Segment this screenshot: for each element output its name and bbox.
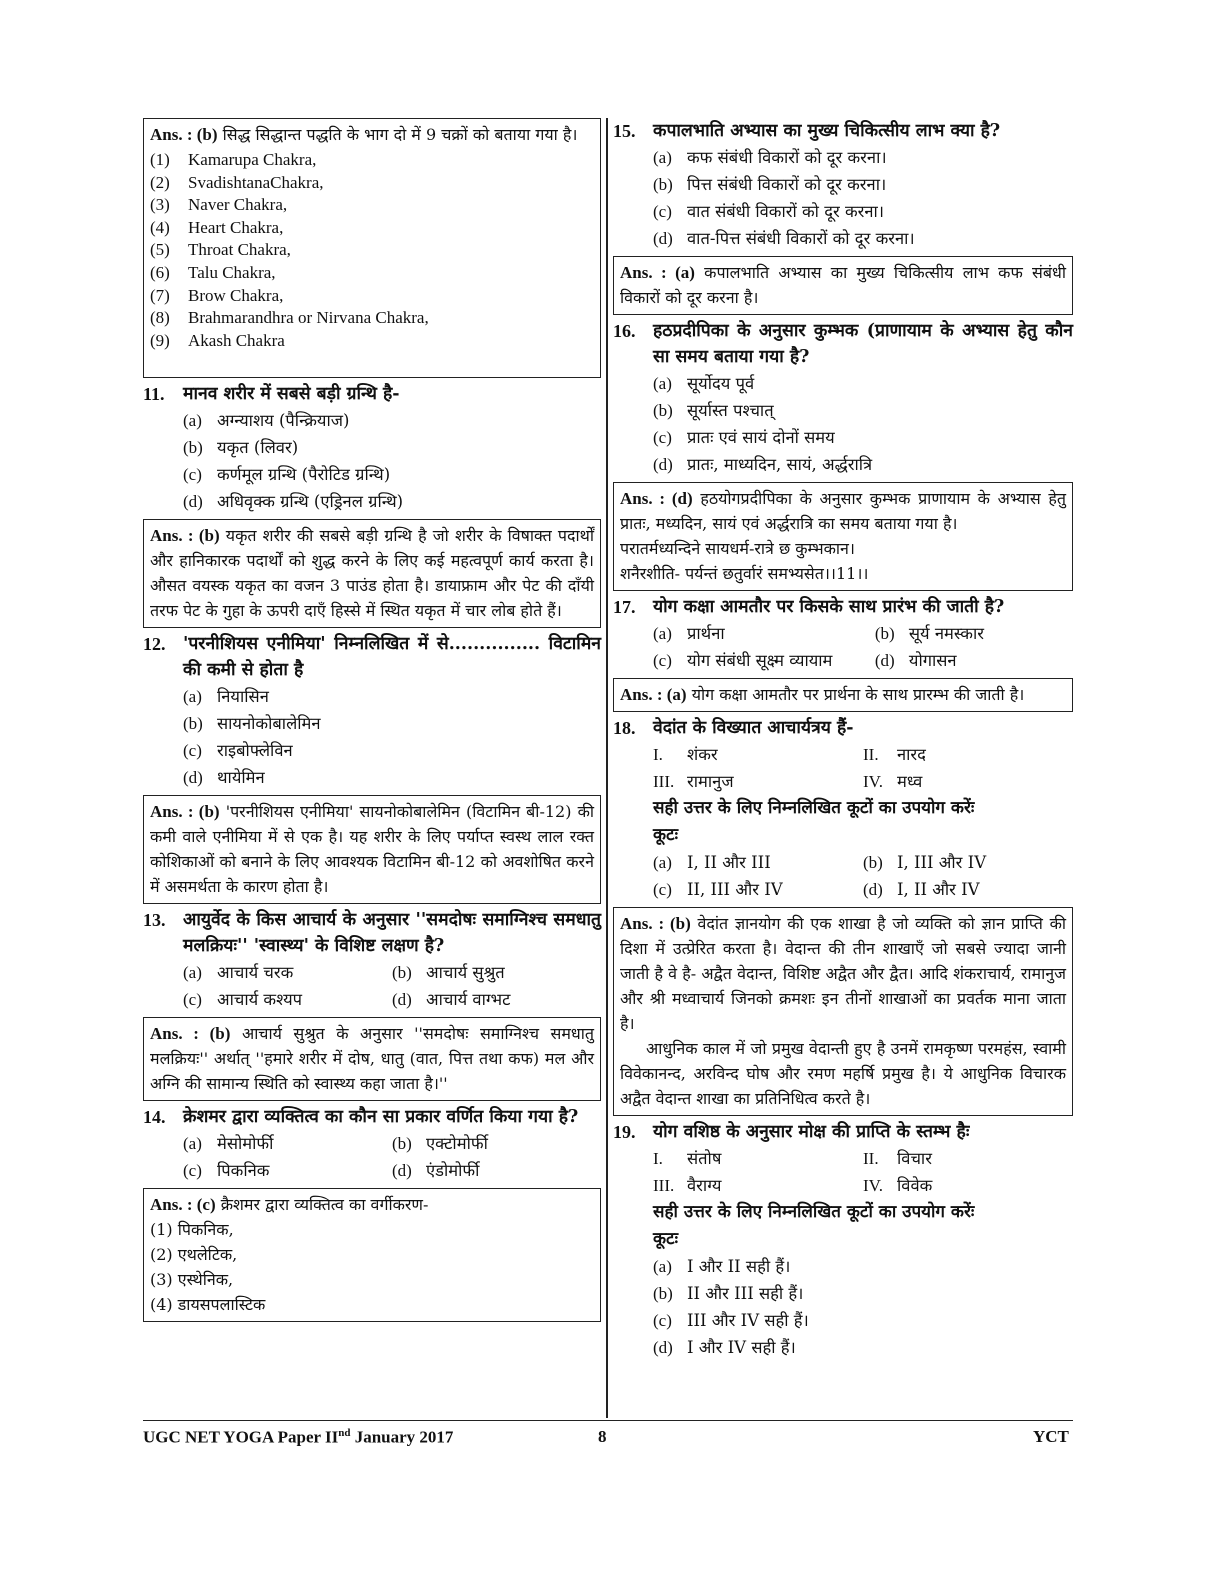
answer-box-q18: Ans. : (b) वेदांत ज्ञानयोग की एक शाखा है जो व्यक्ति को ज्ञान प्राप्ति की दिशा में उत्प्रेरित करता है। वेदान्त की तीन शाखाएँ जो सबसे ज्यादा जानी जाती है वे है- अद्वैत वेदान्त, विशिष्ट अद्वैत और द्वैत। आदि शंकराचार्य, रामानुज और श्री मध्वाचार्य जिनको क्रमशः इन तीनों शाखाओं का प्रवर्तक माना जाता है। आधुनिक काल में जो प्रमुख वेदान्ती हुए है उनमें रामकृष्ण परमहंस, स्वामी विवेकानन्द, अरविन्द घोष और रमण महर्षि प्रमुख है। ये आधुनिक विचारक अद्वैत वेदान्त शाखा का प्रतिनिधित्व करते है। (613, 907, 1073, 1116)
footer-title: UGC NET YOGA Paper IInd January 2017 (143, 1427, 454, 1447)
list-item: (2) SvadishtanaChakra, (150, 172, 324, 192)
list-item: II. विचार (863, 1149, 932, 1168)
code-label: कूटः (653, 825, 679, 845)
page-number: 8 (598, 1427, 607, 1446)
options-q13 (183, 959, 601, 1013)
option: (a) अग्न्याशय (पैन्क्रियाज) (183, 411, 350, 430)
option: (d) प्रातः, माध्यदिन, सायं, अर्द्धरात्रि (653, 455, 873, 474)
question-15: 15. कपालभाति अभ्यास का मुख्य चिकित्सीय लाभ क्या है? (613, 121, 1001, 141)
option: (c) कर्णमूल ग्रन्थि (पैरोटिड ग्रन्थि) (183, 465, 391, 484)
list-item: (1) Kamarupa Chakra, (150, 150, 317, 169)
option: (b) आचार्य सुश्रुत (392, 963, 505, 982)
question-12: 12. 'परनीशियस एनीमिया' निम्नलिखित में से............... विटामिन की कमी से होता है (143, 634, 601, 680)
options-q11 (183, 407, 601, 515)
option: (c) II, III और IV (653, 880, 783, 899)
footer-rule (143, 1420, 1073, 1421)
question-11: 11. मानव शरीर में सबसे बड़ी ग्रन्थि है- (143, 384, 400, 404)
instruction-text: सही उत्तर के लिए निम्नलिखित कूटों का उपयोग करेंः (653, 1202, 975, 1222)
answer-box-q17: Ans. : (a) योग कक्षा आमतौर पर प्रार्थना के साथ प्रारम्भ की जाती है। (613, 678, 1073, 712)
items-q18 (653, 741, 1073, 795)
option: (b) यकृत (लिवर) (183, 438, 299, 457)
list-item: (7) Brow Chakra, (150, 285, 284, 305)
list-item: (4) Heart Chakra, (150, 217, 284, 237)
list-item: (8) Brahmarandhra or Nirvana Chakra, (150, 308, 429, 328)
option: (b) सूर्य नमस्कार (874, 624, 984, 643)
page (143, 118, 1073, 1518)
code-label: कूटः (653, 1229, 679, 1249)
option: (d) अधिवृक्क ग्रन्थि (एड्रिनल ग्रन्थि) (183, 492, 404, 511)
option: (d) एंडोमोर्फी (392, 1161, 480, 1180)
list-item: IV. विवेक (863, 1176, 933, 1195)
option: (c) योग संबंधी सूक्ष्म व्यायाम (653, 651, 833, 670)
verse-line: शनैरशीति- पर्यन्तं छतुर्वारं समभ्यसेत।।11।। (620, 564, 869, 583)
answer-box-q12: Ans. : (b) 'परनीशियस एनीमिया' सायनोकोबालेमिन (विटामिन बी-12) की कमी वाले एनीमिया में से एक है। यह शरीर के लिए पर्याप्त स्वस्थ लाल रक्त कोशिकाओं को बनाने के लिए आवश्यक विटामिन बी-12 को अवशोषित करने में असमर्थता के कारण होता है। (143, 795, 601, 904)
verse-line: परातर्मध्यन्दिने सायधर्म-रात्रे छ कुम्भकान। (620, 539, 855, 558)
column-divider (606, 118, 608, 1418)
answer-box-q16: Ans. : (d) हठयोगप्रदीपिका के अनुसार कुम्भक प्राणायाम के अभ्यास हेतु प्रातः, मध्यदिन, सायं एवं अर्द्धरात्रि का समय बताया गया है। परातर्मध्यन्दिने सायधर्म-रात्रे छ कुम्भकान। शनैरशीति- पर्यन्तं छतुर्वारं समभ्यसेत।।11।। (613, 482, 1073, 591)
option: (b) एक्टोमोर्फी (392, 1134, 488, 1153)
list-item: (3) एस्थेनिक, (150, 1270, 234, 1289)
list-item: IV. मध्व (863, 772, 923, 791)
option: (c) III और IV सही हैं। (653, 1311, 809, 1330)
list-item: (5) Throat Chakra, (150, 240, 291, 260)
option: (c) पिकनिक (183, 1161, 270, 1180)
option: (c) राइबोफ्लेविन (183, 741, 293, 760)
answer-box-q13: Ans. : (b) आचार्य सुश्रुत के अनुसार ''समदोषः समाग्निश्च समधातु मलक्रियः'' अर्थात् ''हमारे शरीर में दोष, धातु (वात, पित्त तथा कफ) मल और अग्नि की सामान्य स्थिति को स्वास्थ्य कहा जाता है।'' (143, 1017, 601, 1101)
option: (d) आचार्य वाग्भट (392, 990, 511, 1009)
right-column (613, 118, 1073, 1361)
option: (b) पित्त संबंधी विकारों को दूर करना। (653, 175, 887, 194)
options-q12 (183, 683, 601, 791)
option: (b) सायनोकोबालेमिन (183, 714, 321, 733)
answer-paragraph: आधुनिक काल में जो प्रमुख वेदान्ती हुए है उनमें रामकृष्ण परमहंस, स्वामी विवेकानन्द, अरविन्द घोष और रमण महर्षि प्रमुख है। ये आधुनिक विचारक अद्वैत वेदान्त शाखा का प्रतिनिधित्व करते है। (620, 1039, 1066, 1108)
option: (a) आचार्य चरक (183, 963, 294, 982)
list-item: III. रामानुज (653, 772, 734, 791)
options-q15 (653, 144, 1073, 252)
answer-label: Ans. : (b) (150, 125, 218, 144)
option: (d) थायेमिन (183, 768, 265, 787)
options-q19 (653, 1253, 1073, 1361)
options-q14 (183, 1130, 601, 1184)
answer-box-q14: Ans. : (c) क्रैशमर द्वारा व्यक्तित्व का वर्गीकरण- (1) पिकनिक, (2) एथलेटिक, (3) एस्थेनिक, (4) डायसपलास्टिक (143, 1188, 601, 1322)
option: (b) सूर्यास्त पश्चात् (653, 401, 774, 420)
option: (a) सूर्योदय पूर्व (653, 374, 755, 393)
left-column (143, 118, 601, 1322)
option: (b) I, III और IV (863, 853, 987, 872)
list-item: (4) डायसपलास्टिक (150, 1295, 266, 1314)
option: (a) कफ संबंधी विकारों को दूर करना। (653, 148, 887, 167)
option: (c) आचार्य कश्यप (183, 990, 303, 1009)
option: (d) योगासन (874, 651, 957, 670)
option: (a) I और II सही हैं। (653, 1257, 791, 1276)
list-item: (2) एथलेटिक, (150, 1245, 238, 1264)
question-17: 17. योग कक्षा आमतौर पर किसके साथ प्रारंभ की जाती है? (613, 597, 1005, 617)
option: (d) I और IV सही हैं। (653, 1338, 796, 1357)
option: (d) I, II और IV (863, 880, 980, 899)
list-item: (1) पिकनिक, (150, 1220, 234, 1239)
option: (c) वात संबंधी विकारों को दूर करना। (653, 202, 885, 221)
question-18: 18. वेदांत के विख्यात आचार्यत्रय हैं- (613, 718, 854, 738)
option: (d) वात-पित्त संबंधी विकारों को दूर करना। (653, 229, 915, 248)
list-item: (6) Talu Chakra, (150, 262, 276, 282)
option: (a) I, II और III (653, 853, 771, 872)
list-item: III. वैराग्य (653, 1176, 722, 1195)
list-item: I. संतोष (653, 1149, 722, 1168)
option: (a) नियासिन (183, 687, 269, 706)
answer-box-q10 (143, 118, 601, 378)
question-13: 13. आयुर्वेद के किस आचार्य के अनुसार ''समदोषः समाग्निश्च समधातु मलक्रियः'' 'स्वास्थ्य' के विशिष्ट लक्षण है? (143, 910, 601, 956)
list-item: (9) Akash Chakra (150, 330, 285, 350)
option: (a) प्रार्थना (653, 624, 725, 643)
answer-text: सिद्ध सिद्धान्त पद्धति के भाग दो में 9 चक्रों को बताया गया है। (222, 125, 578, 144)
question-16: 16. हठप्रदीपिका के अनुसार कुम्भक (प्राणायाम के अभ्यास हेतु कौन सा समय बताया गया है? (613, 321, 1073, 367)
answer-box-q11: Ans. : (b) यकृत शरीर की सबसे बड़ी ग्रन्थि है जो शरीर के विषाक्त पदार्थों और हानिकारक पदार्थों को शुद्ध करने के लिए कई महत्वपूर्ण कार्य करता है। औसत वयस्क यकृत का वजन 3 पाउंड होता है। डायाफ्राम और पेट की दाँयी तरफ पेट के गुहा के ऊपरी दाएँ हिस्से में स्थित यकृत में चार लोब होते हैं। (143, 519, 601, 628)
options-q18 (653, 849, 1073, 903)
question-19: 19. योग वशिष्ठ के अनुसार मोक्ष की प्राप्ति के स्तम्भ हैः (613, 1122, 970, 1142)
option: (a) मेसोमोर्फी (183, 1134, 274, 1153)
option: (b) II और III सही हैं। (653, 1284, 804, 1303)
items-q19 (653, 1145, 1073, 1199)
question-14: 14. क्रेशमर द्वारा व्यक्तित्व का कौन सा प्रकार वर्णित किया गया है? (143, 1107, 579, 1127)
answer-box-q15: Ans. : (a) कपालभाति अभ्यास का मुख्य चिकित्सीय लाभ कफ संबंधी विकारों को दूर करना है। (613, 256, 1073, 315)
instruction-text: सही उत्तर के लिए निम्नलिखित कूटों का उपयोग करेंः (653, 798, 975, 818)
options-q16 (653, 370, 1073, 478)
options-q17 (653, 620, 1073, 674)
footer-publisher: YCT (1033, 1427, 1069, 1446)
list-item: (3) Naver Chakra, (150, 195, 288, 215)
list-item: I. शंकर (653, 745, 718, 764)
option: (c) प्रातः एवं सायं दोनों समय (653, 428, 835, 447)
list-item: II. नारद (863, 745, 926, 764)
